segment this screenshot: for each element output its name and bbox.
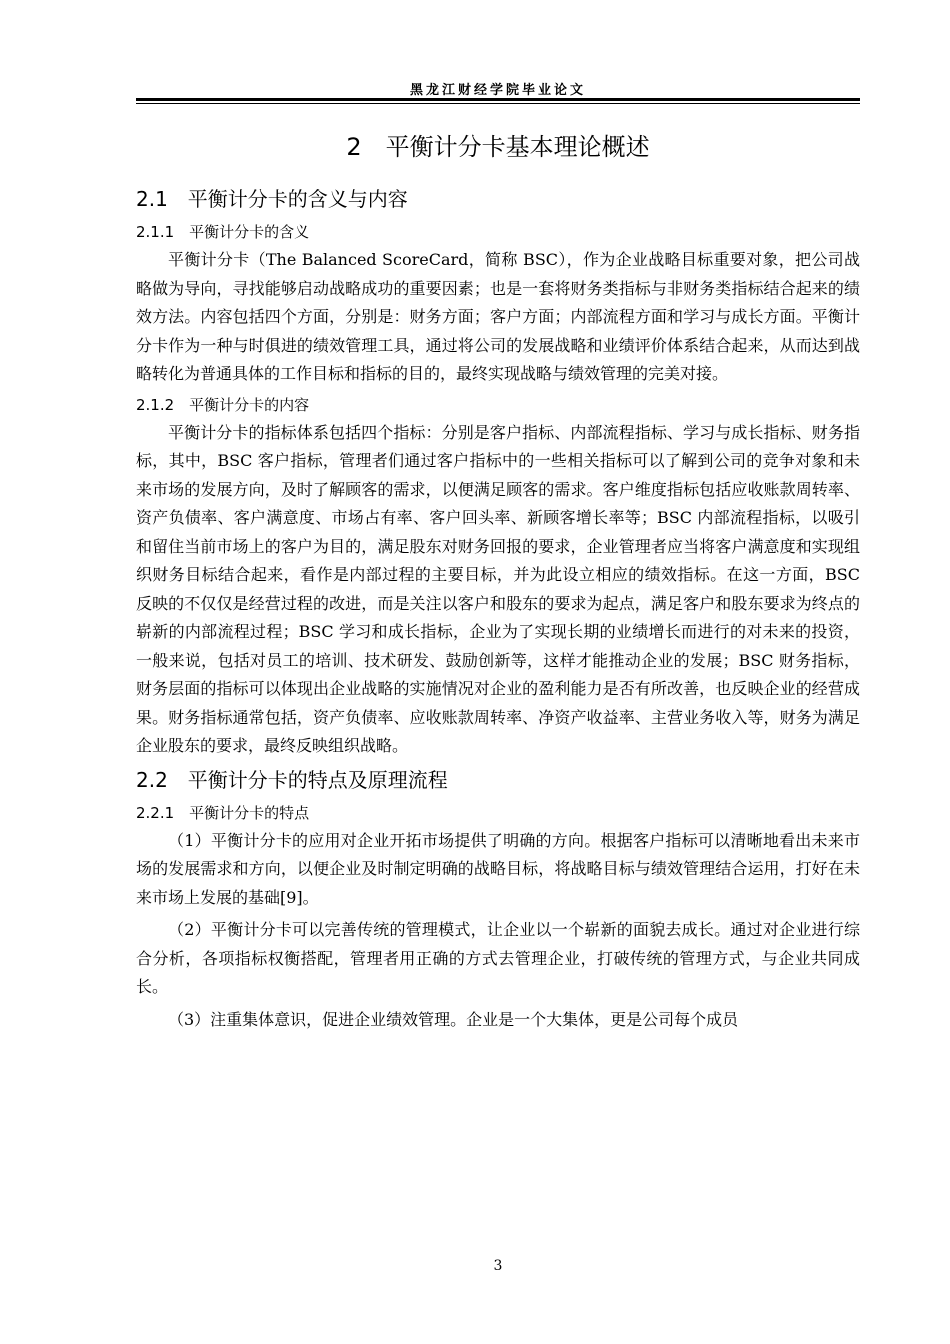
- chapter-title: 2 平衡计分卡基本理论概述: [346, 133, 650, 161]
- running-header: 黑龙江财经学院毕业论文: [409, 83, 586, 98]
- section-heading-2-2: 2.2 平衡计分卡的特点及原理流程: [136, 767, 448, 792]
- page-number: 3: [493, 1258, 503, 1274]
- paragraph: （3）注重集体意识，促进企业绩效管理。企业是一个大集体，更是公司每个成员: [168, 1009, 739, 1029]
- subsection-heading-2-1-1: 2.1.1 平衡计分卡的含义: [136, 223, 310, 241]
- paragraph: 平衡计分卡（The Balanced ScoreCard，简称 BSC），作为企业战略目标重要对象，把公司战略做为导向，寻找能够启动战略成功的重要因素；也是一套将财务类指标与非财务类指标结合起来的绩效方法。内容包括四个方面，分别是：财务方面；客户方面；内部流程方面和学习与成长方面。平衡计分卡作为一种与时俱进的绩效管理工具，通过将公司的发展战略和业绩评价体系结合起来，从而达到战略转化为普通具体的工作目标和指标的目的，最终实现战略与绩效管理的完美对接。: [136, 250, 860, 383]
- header-rule-thin: [136, 103, 860, 104]
- paragraph: （1）平衡计分卡的应用对企业开拓市场提供了明确的方向。根据客户指标可以清晰地看出未来市场的发展需求和方向，以便企业及时制定明确的战略目标，将战略目标与绩效管理结合运用，打好在未来市场上发展的基础[9]。: [136, 830, 860, 907]
- section-heading-2-1: 2.1 平衡计分卡的含义与内容: [136, 187, 408, 211]
- paragraph: （2）平衡计分卡可以完善传统的管理模式，让企业以一个崭新的面貌去成长。通过对企业进行综合分析，各项指标权衡搭配，管理者用正确的方式去管理企业，打破传统的管理方式，与企业共同成长。: [136, 920, 860, 996]
- subsection-heading-2-2-1: 2.2.1 平衡计分卡的特点: [136, 803, 310, 822]
- page-body: [136, 130, 860, 1034]
- subsection-heading-2-1-2: 2.1.2 平衡计分卡的内容: [136, 395, 310, 414]
- header-rule-thick: [136, 98, 860, 101]
- paragraph: 平衡计分卡的指标体系包括四个指标：分别是客户指标、内部流程指标、学习与成长指标、财务指标，其中，BSC 客户指标，管理者们通过客户指标中的一些相关指标可以了解到公司的竞争对象和未来市场的发展方向，及时了解顾客的需求，以便满足顾客的需求。客户维度指标包括应收账款周转率、资产负债率、客户满意度、市场占有率、客户回头率、新顾客增长率等；BSC 内部流程指标，以吸引和留住当前市场上的客户为目的，满足股东对财务回报的要求，企业管理者应当将客户满意度和实现组织财务目标结合起来，看作是内部过程的主要目标，并为此设立相应的绩效指标。在这一方面，BSC 反映的不仅仅是经营过程的改进，而是关注以客户和股东的要求为起点，满足客户和股东要求为终点的崭新的内部流程过程；BSC 学习和成长指标，企业为了实现长期的业绩增长而进行的对未来的投资，一般来说，包括对员工的培训、技术研发、鼓励创新等，这样才能推动企业的发展；BSC 财务指标，财务层面的指标可以体现出企业战略的实施情况对企业的盈利能力是否有所改善，也反映企业的经营成果。财务指标通常包括，资产负债率、应收账款周转率、净资产收益率、主营业务收入等，财务为满足企业股东的要求，最终反映组织战略。: [136, 422, 860, 755]
